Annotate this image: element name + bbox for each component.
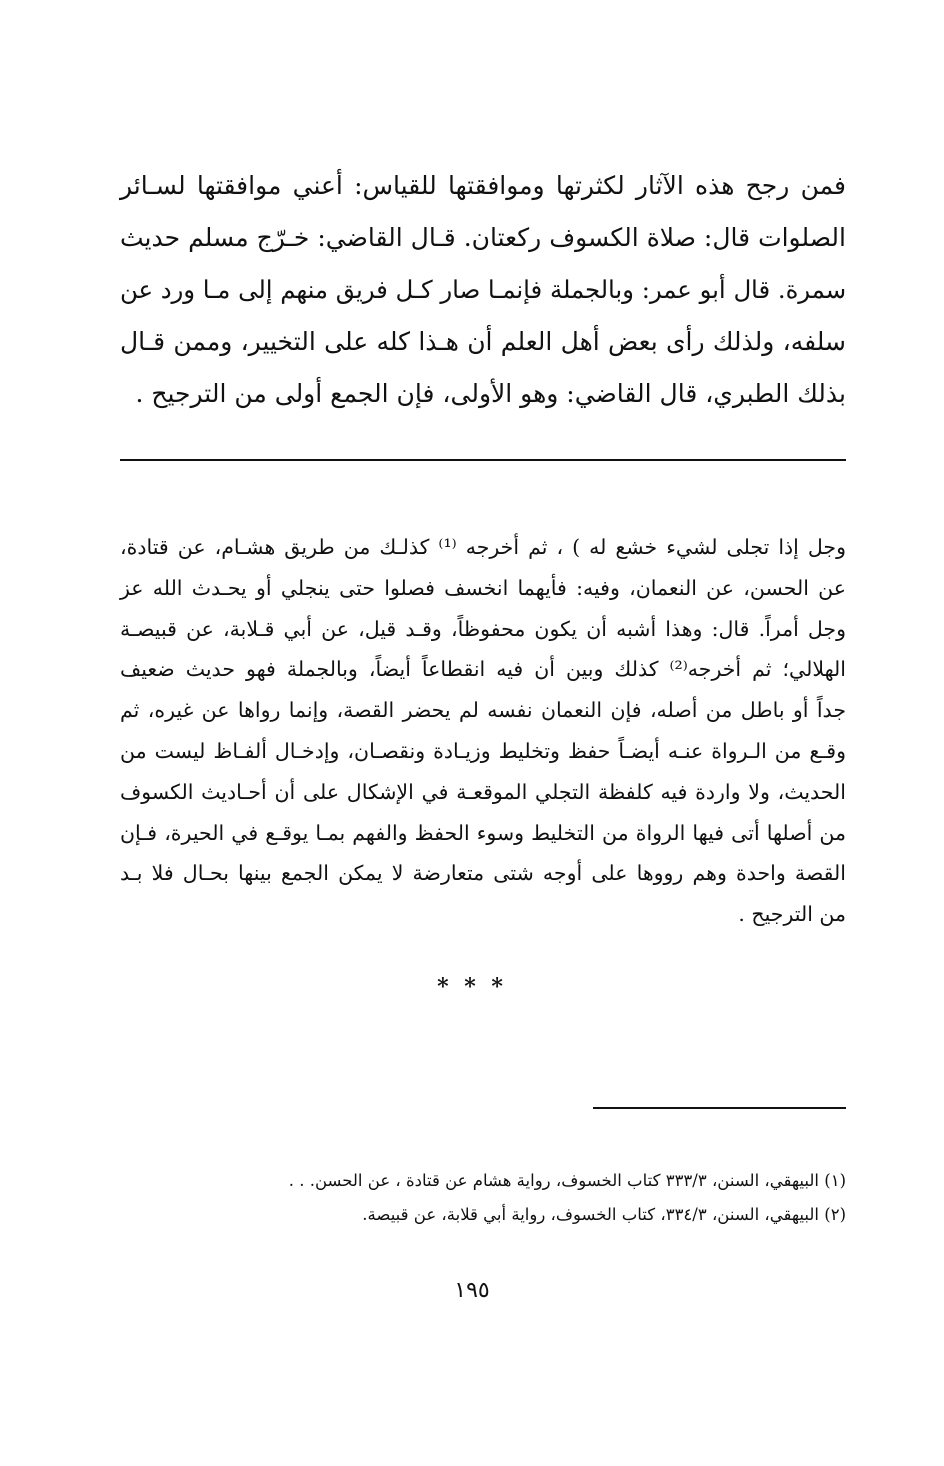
commentary-line: الحديث، ولا واردة فيه كلفظة التجلي الموقعـة في الإشكال على أن أحـاديث الكسوف xyxy=(120,779,846,804)
commentary-line: وقـع من الـرواة عنـه أيضـاً حفظ وتخليط وزيـادة ونقصـان، وإدخـال ألفـاظ ليست من xyxy=(120,738,846,763)
commentary-line: وجل إذا تجلى لشيء خشع له ) ، ثم أخرجه ⁽¹⁾ كذلـك من طريق هشـام، عن قتادة، xyxy=(120,535,846,559)
commentary-line: القصة واحدة وهم رووها على أوجه شتى متعارضة لا يمكن الجمع بينها بحـال فلا بـد xyxy=(120,861,846,886)
main-paragraph-line: فمن رجح هذه الآثار لكثرتها وموافقتها للقياس: أعني موافقتها لسـائر xyxy=(120,171,846,200)
commentary-line: الهلالي؛ ثم أخرجه⁽²⁾ كذلك وبين أن فيه انقطاعاً أيضاً، وبالجملة فهو حديث ضعيف xyxy=(120,657,846,682)
main-paragraph-line: سلفه، ولذلك رأى بعض أهل العلم أن هـذا كله على التخيير، وممن قـال xyxy=(120,327,846,356)
footnotes xyxy=(120,1164,846,1232)
commentary-line: من أصلها أتى فيها الرواة من التخليط وسوء الحفظ والفهم بمـا يوقـع في الحيرة، فـإن xyxy=(120,820,846,845)
commentary-line: جداً أو باطل من أصله، فإن النعمان نفسه لم يحضر القصة، وإنما رواها عن غيره، ثم xyxy=(120,698,846,723)
commentary-line: من الترجيح . xyxy=(738,902,846,927)
section-divider-rule xyxy=(120,459,846,461)
commentary-line: وجل أمراً. قال: وهذا أشبه أن يكون محفوظاً، وقـد قيل، عن أبي قـلابة، عن قبيصـة xyxy=(120,616,846,641)
main-paragraph xyxy=(120,160,846,420)
section-separator-stars: * * * xyxy=(437,974,507,1000)
footnote-2: (٢) البيهقي، السنن، ٣٣٤/٣، كتاب الخسوف، رواية أبي قلابة، عن قبيصة. xyxy=(362,1205,846,1224)
main-paragraph-line: بذلك الطبري، قال القاضي: وهو الأولى، فإن الجمع أولى من الترجيح . xyxy=(135,379,846,408)
main-paragraph-line: الصلوات قال: صلاة الكسوف ركعتان. قـال القاضي: خـرّج مسلم حديث xyxy=(120,223,846,252)
commentary-paragraph xyxy=(120,527,846,935)
commentary-line: عن الحسن، عن النعمان، وفيه: فأيهما انخسف فصلوا حتى ينجلي أو يحـدث الله عز xyxy=(120,575,846,600)
footnote-divider-rule xyxy=(593,1107,846,1109)
page-number: ١٩٥ xyxy=(454,1278,490,1303)
main-paragraph-line: سمرة. قال أبو عمر: وبالجملة فإنمـا صار كـل فريق منهم إلى مـا ورد عن xyxy=(120,275,846,304)
footnote-1: (١) البيهقي، السنن، ٣٣٣/٣ كتاب الخسوف، رواية هشام عن قتادة ، عن الحسن. . . xyxy=(288,1171,846,1190)
